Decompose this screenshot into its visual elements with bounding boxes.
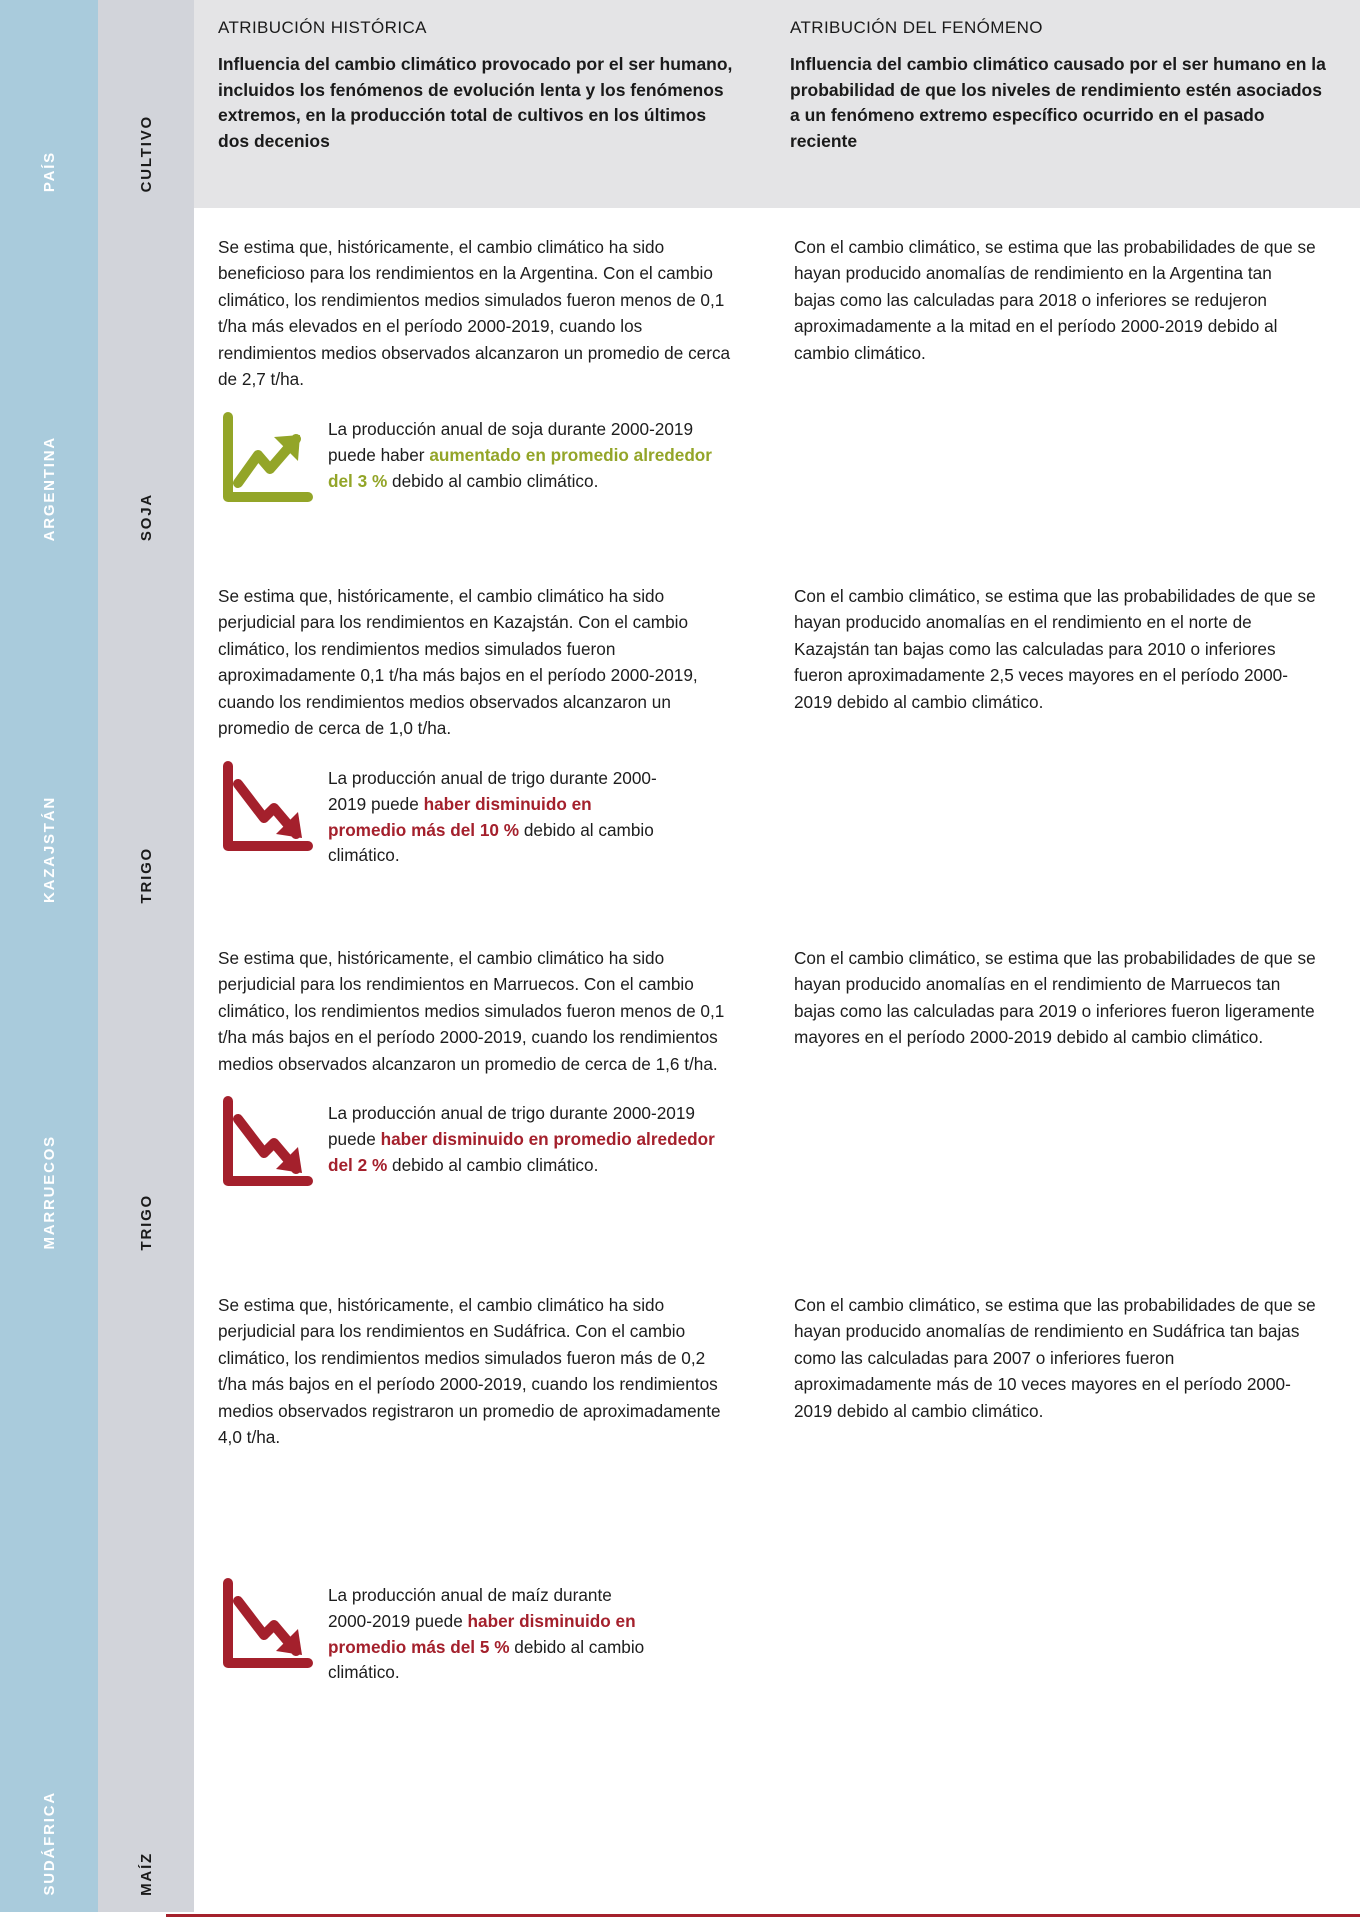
header-label-country: PAÍS <box>40 150 58 192</box>
bottom-accent-rule <box>166 1914 1360 1917</box>
row-crop-trigo <box>98 919 194 1266</box>
row-country-marruecos <box>0 919 98 1266</box>
callout-tail: debido al cambio climático. <box>387 470 599 491</box>
chart-line-down-icon <box>218 1577 314 1673</box>
cell-event-sudafrica <box>766 1266 1360 1912</box>
row-country-kazajstan <box>0 557 98 919</box>
cell-event-marruecos <box>766 919 1360 1266</box>
callout-text <box>328 760 658 869</box>
callout-lead: La producción anual de maíz durante 2000-2019 puede <box>328 1584 612 1631</box>
row-country-label: KAZAJSTÁN <box>40 795 58 903</box>
header-kicker-historical: ATRIBUCIÓN HISTÓRICA <box>218 18 427 37</box>
row-country-label: ARGENTINA <box>40 435 58 541</box>
callout-highlight: aumentado en promedio alrededor del 3 % <box>328 444 712 491</box>
historical-text: Se estima que, históricamente, el cambio climático ha sido perjudicial para los rendimientos en Sudáfrica. Con el cambio climático, los rendimientos medios simulados fueron más de 0,2 t/ha más bajos en el período 2000-2019, cuando los rendimientos medios observados registraron un promedio de aproximadamente 4,0 t/ha. <box>218 1295 721 1448</box>
historical-text: Se estima que, históricamente, el cambio climático ha sido perjudicial para los rendimientos en Marruecos. Con el cambio climático, los rendimientos medios simulados fueron menos de 0,1 t/ha más bajos en el período 2000-2019, cuando los rendimientos medios observados alcanzaron un promedio de cerca de 1,6 t/ha. <box>218 948 725 1074</box>
callout-text <box>328 1577 658 1686</box>
row-crop-label: SOJA <box>137 492 155 541</box>
callout-tail: debido al cambio climático. <box>328 1636 645 1683</box>
row-country-argentina <box>0 208 98 557</box>
row-crop-label: TRIGO <box>137 846 155 903</box>
header-kicker-event: ATRIBUCIÓN DEL FENÓMENO <box>790 18 1043 37</box>
header-cell-event-attribution <box>766 0 1360 208</box>
callout-production-change <box>194 1095 766 1191</box>
event-text: Con el cambio climático, se estima que las probabilidades de que se hayan producido anomalías en el rendimiento de Marruecos tan bajas como las calculadas para 2019 o inferiores fueron ligeramente mayores en el período 2000-2019 debido al cambio climático. <box>794 948 1316 1048</box>
table-row <box>0 1266 1360 1912</box>
header-cell-historical-attribution <box>194 0 766 208</box>
callout-text <box>328 411 732 494</box>
header-description-event: Influencia del cambio climático causado por el ser humano en la probabilidad de que los niveles de rendimiento estén asociados a un fenómeno extremo específico ocurrido en el pasado reciente <box>790 54 1326 152</box>
cell-historical-sudafrica <box>194 1266 766 1912</box>
header-cell-country <box>0 0 98 208</box>
chart-line-down-icon <box>218 1095 314 1191</box>
row-country-label: SUDÁFRICA <box>40 1791 58 1896</box>
cell-historical-marruecos <box>194 919 766 1266</box>
callout-tail: debido al cambio climático. <box>387 1155 599 1176</box>
callout-lead: La producción anual de soja durante 2000-2019 puede haber <box>328 418 694 465</box>
row-crop-trigo <box>98 557 194 919</box>
row-country-sudafrica <box>0 1266 98 1912</box>
callout-highlight: haber disminuido en promedio alrededor del 2 % <box>328 1129 715 1176</box>
table-row <box>0 919 1360 1266</box>
historical-text: Se estima que, históricamente, el cambio climático ha sido beneficioso para los rendimientos en la Argentina. Con el cambio climático, los rendimientos medios simulados fueron menos de 0,1 t/ha más elevados en el período 2000-2019, cuando los rendimientos medios observados alcanzaron un promedio de cerca de 2,7 t/ha. <box>218 237 731 390</box>
callout-production-change <box>194 411 766 507</box>
callout-lead: La producción anual de trigo durante 2000-2019 puede <box>328 767 657 814</box>
row-crop-soja <box>98 208 194 557</box>
chart-line-up-icon <box>218 411 314 507</box>
header-description-historical: Influencia del cambio climático provocado por el ser humano, incluidos los fenómenos de evolución lenta y los fenómenos extremos, en la producción total de cultivos en los últimos dos decenios <box>218 54 733 152</box>
header-label-crop: CULTIVO <box>137 114 155 192</box>
cell-historical-argentina <box>194 208 766 557</box>
chart-line-down-icon <box>218 760 314 856</box>
callout-highlight: haber disminuido en promedio más del 5 % <box>328 1610 636 1657</box>
table-row <box>0 557 1360 919</box>
row-crop-label: TRIGO <box>137 1193 155 1250</box>
callout-production-change <box>194 760 766 869</box>
historical-text: Se estima que, históricamente, el cambio climático ha sido perjudicial para los rendimientos en Kazajstán. Con el cambio climático, los rendimientos medios simulados fueron aproximadamente 0,1 t/ha más bajos en el período 2000-2019, cuando los rendimientos medios observados alcanzaron un promedio de cerca de 1,0 t/ha. <box>218 586 698 739</box>
callout-lead: La producción anual de trigo durante 2000-2019 puede <box>328 1103 695 1150</box>
callout-production-change <box>194 1577 766 1686</box>
callout-text <box>328 1095 732 1178</box>
row-crop-maiz <box>98 1266 194 1912</box>
cell-event-kazajstan <box>766 557 1360 919</box>
cell-event-argentina <box>766 208 1360 557</box>
row-crop-label: MAÍZ <box>137 1852 155 1896</box>
event-text: Con el cambio climático, se estima que las probabilidades de que se hayan producido anomalías de rendimiento en la Argentina tan bajas como las calculadas para 2018 o inferiores se redujeron aproximadamente a la mitad en el período 2000-2019 debido al cambio climático. <box>794 237 1316 363</box>
callout-tail: debido al cambio climático. <box>328 819 654 866</box>
row-country-label: MARRUECOS <box>40 1135 58 1250</box>
table-row <box>0 208 1360 557</box>
table-header-row <box>0 0 1360 208</box>
header-cell-crop <box>98 0 194 208</box>
callout-highlight: haber disminuido en promedio más del 10 % <box>328 793 592 840</box>
event-text: Con el cambio climático, se estima que las probabilidades de que se hayan producido anomalías en el rendimiento en el norte de Kazajstán tan bajas como las calculadas para 2010 o inferiores fueron aproximadamente 2,5 veces mayores en el período 2000-2019 debido al cambio climático. <box>794 586 1316 712</box>
cell-historical-kazajstan <box>194 557 766 919</box>
event-text: Con el cambio climático, se estima que las probabilidades de que se hayan producido anomalías de rendimiento en Sudáfrica tan bajas como las calculadas para 2007 o inferiores fueron aproximadamente más de 10 veces mayores en el período 2000-2019 debido al cambio climático. <box>794 1295 1316 1421</box>
